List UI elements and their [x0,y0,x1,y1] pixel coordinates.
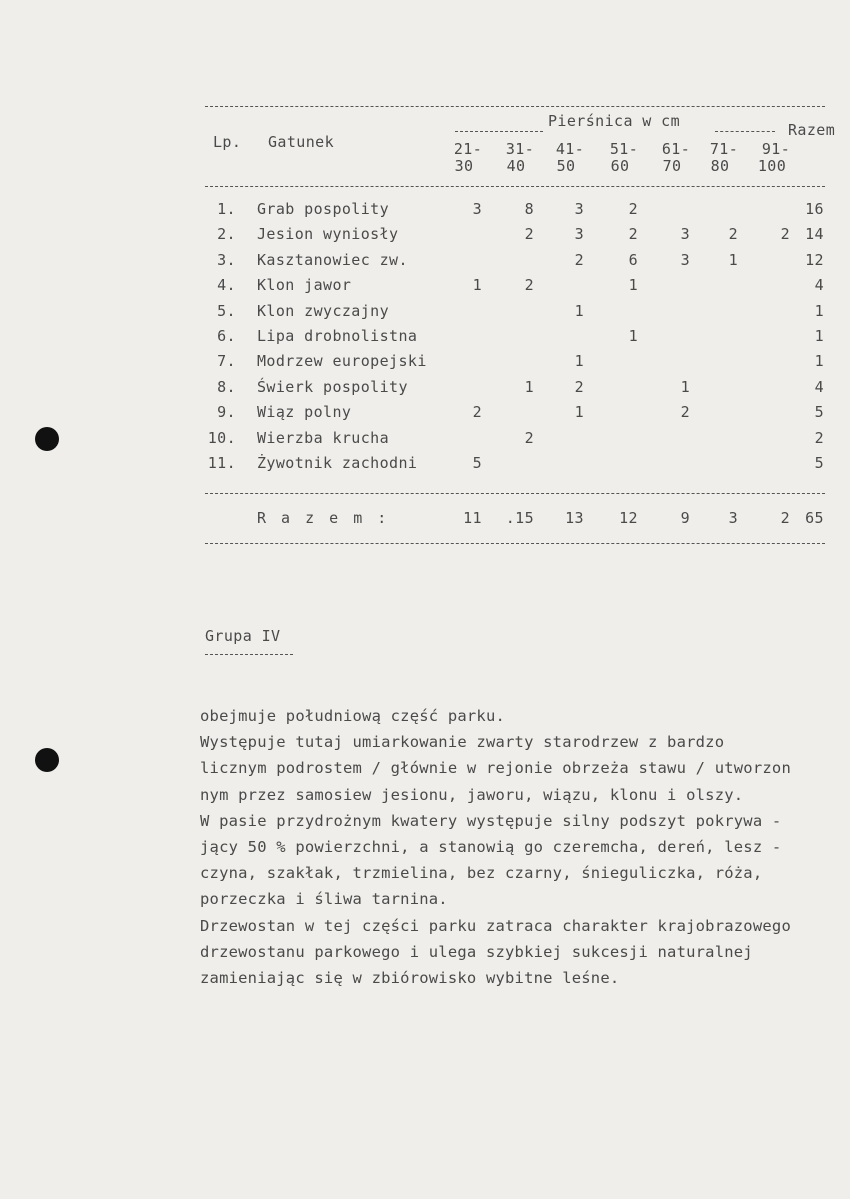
row-value: 2 [524,276,534,295]
range-end: 50 [556,157,576,175]
footer-value: 9 [680,509,690,527]
row-species: Żywotnik zachodni [257,454,418,472]
footer-label: R a z e m : [257,509,390,527]
row-value: 5 [472,454,482,472]
row-total: 16 [805,200,824,218]
row-total: 14 [805,225,824,244]
row-value: 1 [524,377,534,396]
row-value: 2 [728,225,738,244]
row-total: 1 [814,352,824,371]
footer-value: 3 [728,509,738,527]
paragraph-line: nym przez samosiew jesionu, jaworu, wiązu, klonu i olszy. [200,785,744,804]
row-total: 4 [814,276,824,295]
row-value: 1 [628,276,638,295]
range-start: 21- [453,140,483,158]
row-lp: 8. [217,377,236,396]
paragraph-line: drzewostanu parkowego i ulega szybkiej sukcesji naturalnej [200,942,753,961]
row-value: 2 [574,377,584,396]
row-value: 1 [574,352,584,371]
row-total: 5 [814,454,824,472]
header-gatunek: Gatunek [268,133,335,151]
row-species: Lipa drobnolistna [257,327,418,345]
paragraph-line: zamieniając się w zbiórowisko wybitne leśne. [200,968,620,987]
row-value: 1 [628,327,638,345]
table-bottom-rule [205,543,825,544]
row-lp: 7. [217,352,236,371]
row-lp: 1. [217,200,236,218]
range-end: 60 [610,157,630,175]
range-start: 91- [761,140,791,158]
row-species: Klon jawor [257,276,352,295]
row-lp: 5. [217,301,236,320]
row-value: 1 [728,250,738,269]
footer-value: 12 [619,509,638,527]
range-start: 41- [555,140,585,158]
paragraph-line: porzeczka i śliwa tarnina. [200,890,448,909]
row-value: 2 [574,250,584,269]
row-lp: 10. [207,428,236,447]
range-end: 30 [454,157,474,175]
paragraph-line: obejmuje południową część parku. [200,707,506,725]
row-total: 1 [814,301,824,320]
range-start: 61- [661,140,691,158]
punch-hole-bottom [35,748,59,772]
row-value: 8 [524,200,534,218]
row-species: Klon zwyczajny [257,301,390,320]
header-razem: Razem [788,121,836,139]
row-value: 3 [680,250,690,269]
range-start: 71- [709,140,739,158]
range-start: 31- [505,140,535,158]
row-value: 3 [574,200,584,218]
row-value: 3 [680,225,690,244]
row-value: 1 [680,377,690,396]
row-lp: 4. [217,276,236,295]
row-species: Modrzew europejski [257,352,427,371]
row-total: 2 [814,428,824,447]
paragraph-line: jący 50 % powierzchni, a stanowią go czeremcha, dereń, lesz - [200,837,782,856]
row-value: 3 [472,200,482,218]
row-value: 2 [680,403,690,422]
row-value: 3 [574,225,584,244]
table-sum-rule [205,493,825,494]
section-title-underline [205,654,293,655]
row-lp: 2. [217,225,236,244]
row-total: 12 [805,250,824,269]
row-value: 1 [574,301,584,320]
paragraph-line: W pasie przydrożnym kwatery występuje silny podszyt pokrywa - [200,811,782,830]
range-end: 100 [757,157,787,175]
footer-value: 13 [565,509,584,527]
range-end: 80 [710,157,730,175]
row-total: 1 [814,327,824,345]
punch-hole-top [35,427,59,451]
row-species: Wiąz polny [257,403,352,422]
row-total: 4 [814,377,824,396]
row-species: Grab pospolity [257,200,390,218]
footer-value: .15 [505,509,534,527]
paragraph-line: Drzewostan w tej części parku zatraca charakter krajobrazowego [200,916,791,935]
section-title: Grupa IV [205,627,281,645]
row-value: 1 [574,403,584,422]
row-value: 6 [628,250,638,269]
row-species: Jesion wyniosły [257,225,399,244]
range-start: 51- [609,140,639,158]
row-value: 2 [628,200,638,218]
paragraph-line: licznym podrostem / głównie w rejonie obrzeża stawu / utworzon [200,759,791,778]
row-value: 2 [780,225,790,244]
row-total: 5 [814,403,824,422]
row-lp: 11. [207,454,236,472]
header-rule-left [455,131,543,132]
row-species: Świerk pospolity [257,377,408,396]
row-value: 1 [472,276,482,295]
row-value: 2 [472,403,482,422]
table-top-rule [205,106,825,107]
paragraph-line: czyna, szakłak, trzmielina, bez czarny, śnieguliczka, róża, [200,864,763,883]
section-body [200,703,840,991]
header-bottom-rule [205,186,825,187]
header-lp: Lp. [213,133,242,151]
range-end: 70 [662,157,682,175]
row-value: 2 [628,225,638,244]
row-value: 2 [524,225,534,244]
row-lp: 3. [217,250,236,269]
footer-value: 2 [780,509,790,527]
header-piersnica: Pierśnica w cm [548,112,681,130]
row-value: 2 [524,428,534,447]
footer-value: 11 [463,509,482,527]
row-lp: 6. [217,327,236,345]
row-species: Wierzba krucha [257,428,390,447]
paragraph-line: Występuje tutaj umiarkowanie zwarty starodrzew z bardzo [200,733,725,752]
row-species: Kasztanowiec zw. [257,250,408,269]
header-rule-right [715,131,775,132]
row-lp: 9. [217,403,236,422]
range-end: 40 [506,157,526,175]
footer-total: 65 [805,509,824,527]
